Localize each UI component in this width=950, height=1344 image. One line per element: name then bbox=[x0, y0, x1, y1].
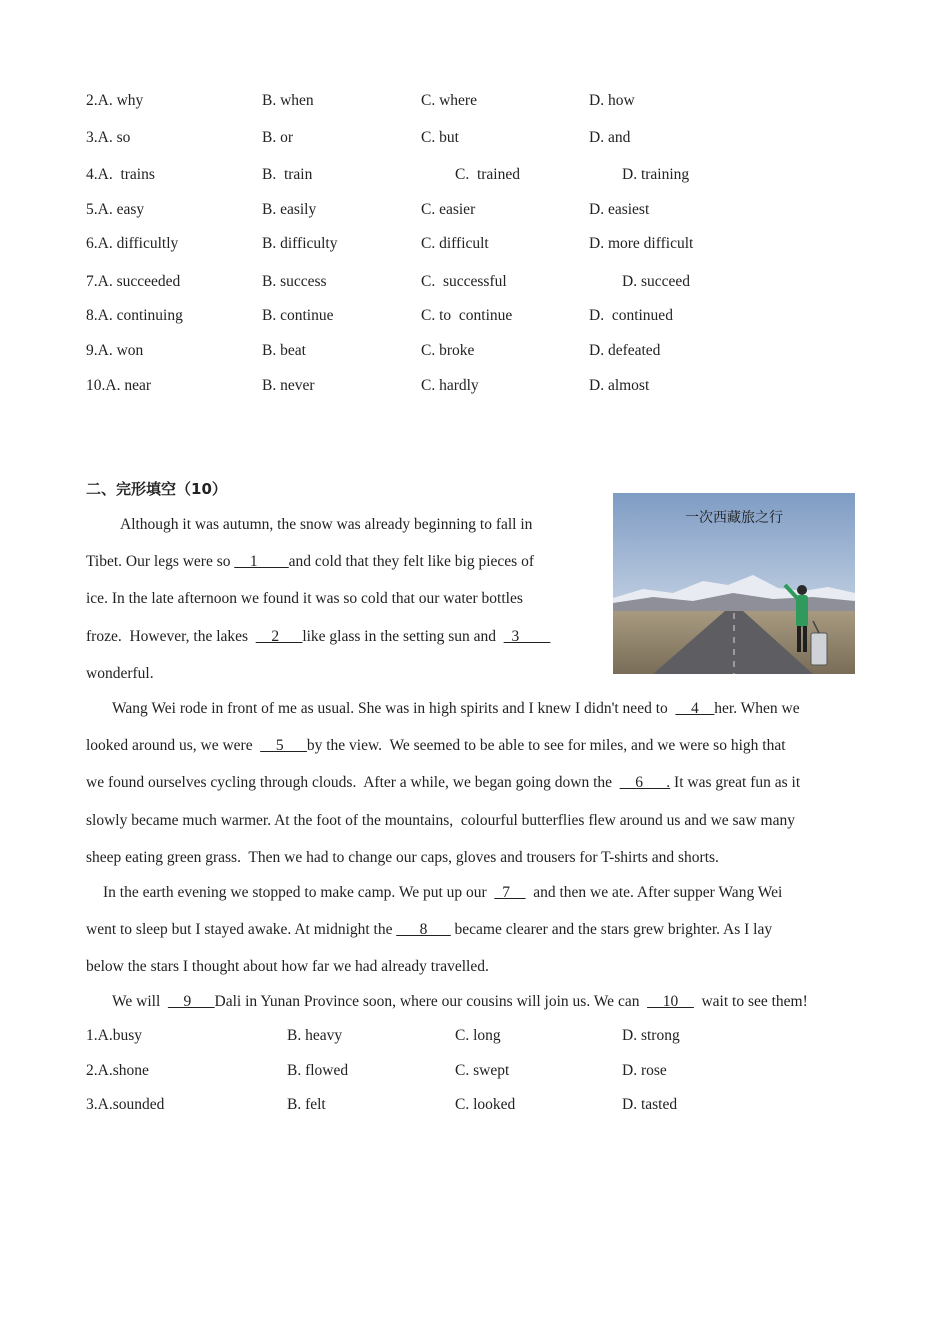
option-b: B. heavy bbox=[287, 1027, 343, 1044]
option-c: C. to continue bbox=[421, 307, 513, 324]
blank-5: __5___ bbox=[260, 737, 307, 754]
text: and then we ate. After supper Wang Wei bbox=[525, 884, 783, 901]
option-c: C. easier bbox=[421, 201, 476, 218]
option-d: D. rose bbox=[622, 1062, 667, 1079]
blank-10: __10__ bbox=[647, 993, 694, 1010]
passage-line bbox=[112, 991, 808, 1013]
text: her. When we bbox=[714, 700, 800, 717]
section-title: 二、完形填空（10） bbox=[86, 480, 227, 498]
text: It was great fun as it bbox=[670, 774, 801, 791]
option-b: B. difficulty bbox=[262, 235, 338, 252]
text: by the view. We seemed to be able to see for miles, and we were so high that bbox=[306, 737, 786, 754]
option-a: 3.A.sounded bbox=[86, 1096, 165, 1113]
text: like glass in the setting sun and bbox=[302, 628, 504, 645]
option-c: C. where bbox=[421, 92, 477, 109]
option-d: D. continued bbox=[589, 307, 673, 324]
option-d: D. how bbox=[589, 92, 635, 109]
option-c: C. successful bbox=[421, 273, 507, 290]
option-a: 1.A.busy bbox=[86, 1027, 142, 1044]
text: In the earth evening we stopped to make camp. We put up our bbox=[103, 884, 495, 901]
blank-3: _3____ bbox=[503, 628, 551, 645]
option-c: C. difficult bbox=[421, 235, 489, 252]
passage-line bbox=[86, 735, 786, 757]
text: wait to see them! bbox=[693, 993, 808, 1010]
passage-line bbox=[86, 626, 550, 648]
option-b: B. easily bbox=[262, 201, 317, 218]
option-row-q6 bbox=[86, 233, 886, 255]
passage-line bbox=[86, 551, 534, 573]
text: became clearer and the stars grew brighter. As I lay bbox=[450, 921, 773, 938]
option-b: B. flowed bbox=[287, 1062, 349, 1079]
text: and cold that they felt like big pieces of bbox=[288, 553, 534, 570]
option-c: C. but bbox=[421, 129, 459, 146]
option-row-q9 bbox=[86, 340, 886, 362]
option-d: D. and bbox=[589, 129, 631, 146]
option-d: D. strong bbox=[622, 1027, 680, 1044]
blank-6: __6___. bbox=[619, 774, 671, 791]
option-b: B. never bbox=[262, 377, 315, 394]
passage-line: ice. In the late afternoon we found it was so cold that our water bottles bbox=[86, 590, 523, 607]
option-row-q2 bbox=[86, 90, 886, 112]
option-b: B. train bbox=[262, 166, 313, 183]
blank-9: __9___ bbox=[168, 993, 215, 1010]
option-c: C. hardly bbox=[421, 377, 479, 394]
option-b: B. success bbox=[262, 273, 327, 290]
text: We will bbox=[112, 993, 169, 1010]
option-row-q7 bbox=[86, 271, 886, 293]
passage-line bbox=[86, 772, 800, 794]
option-c: C. trained bbox=[455, 166, 520, 183]
option-row-q8 bbox=[86, 305, 886, 327]
option-b: B. beat bbox=[262, 342, 306, 359]
option-row-q3 bbox=[86, 127, 886, 149]
passage-line: below the stars I thought about how far we had already travelled. bbox=[86, 958, 489, 975]
passage-line: Although it was autumn, the snow was already beginning to fall in bbox=[120, 516, 533, 533]
option-d: D. succeed bbox=[622, 273, 690, 290]
text: Wang Wei rode in front of me as usual. She was in high spirits and I knew I didn't need to bbox=[112, 700, 676, 717]
blank-1: __1____ bbox=[234, 553, 289, 570]
option-b: B. continue bbox=[262, 307, 334, 324]
option-d: D. defeated bbox=[589, 342, 661, 359]
option-row-q10 bbox=[86, 375, 886, 397]
passage-line bbox=[86, 919, 772, 941]
text: went to sleep but I stayed awake. At midnight the bbox=[86, 921, 397, 938]
blank-2: __2___ bbox=[255, 628, 303, 645]
option-a: 3.A. so bbox=[86, 129, 131, 146]
blank-8: ___8___ bbox=[396, 921, 451, 938]
option-row-q1 bbox=[86, 1025, 886, 1047]
option-row-q2 bbox=[86, 1060, 886, 1082]
option-c: C. looked bbox=[455, 1096, 516, 1113]
option-row-q3 bbox=[86, 1094, 886, 1116]
tibet-road-photo bbox=[613, 493, 855, 674]
option-d: D. almost bbox=[589, 377, 650, 394]
option-row-q4 bbox=[86, 164, 886, 186]
text: Tibet. Our legs were so bbox=[86, 553, 235, 570]
option-d: D. easiest bbox=[589, 201, 650, 218]
option-d: D. more difficult bbox=[589, 235, 694, 252]
option-d: D. tasted bbox=[622, 1096, 678, 1113]
option-b: B. when bbox=[262, 92, 314, 109]
option-a: 4.A. trains bbox=[86, 166, 155, 183]
blank-7: _7__ bbox=[494, 884, 526, 901]
text: Dali in Yunan Province soon, where our cousins will join us. We can bbox=[214, 993, 648, 1010]
option-a: 5.A. easy bbox=[86, 201, 145, 218]
option-d: D. training bbox=[622, 166, 690, 183]
text: we found ourselves cycling through clouds. After a while, we began going down the bbox=[86, 774, 620, 791]
passage-line: wonderful. bbox=[86, 665, 154, 682]
option-a: 6.A. difficultly bbox=[86, 235, 179, 252]
text: froze. However, the lakes bbox=[86, 628, 256, 645]
passage-line: slowly became much warmer. At the foot of the mountains, colourful butterflies flew around us and we saw many bbox=[86, 812, 795, 829]
option-a: 10.A. near bbox=[86, 377, 151, 394]
option-c: C. swept bbox=[455, 1062, 510, 1079]
option-b: B. or bbox=[262, 129, 293, 146]
passage-line: sheep eating green grass. Then we had to change our caps, gloves and trousers for T-shirts and shorts. bbox=[86, 849, 719, 866]
option-row-q5 bbox=[86, 199, 886, 221]
passage-line bbox=[112, 698, 800, 720]
passage-line bbox=[103, 882, 782, 904]
option-a: 2.A.shone bbox=[86, 1062, 149, 1079]
blank-4: __4__ bbox=[675, 700, 715, 717]
option-c: C. broke bbox=[421, 342, 475, 359]
photo-caption: 一次西藏旅之行 bbox=[685, 510, 783, 526]
option-a: 2.A. why bbox=[86, 92, 144, 109]
text: looked around us, we were bbox=[86, 737, 261, 754]
option-a: 7.A. succeeded bbox=[86, 273, 181, 290]
option-b: B. felt bbox=[287, 1096, 326, 1113]
option-a: 9.A. won bbox=[86, 342, 144, 359]
option-a: 8.A. continuing bbox=[86, 307, 183, 324]
option-c: C. long bbox=[455, 1027, 501, 1044]
